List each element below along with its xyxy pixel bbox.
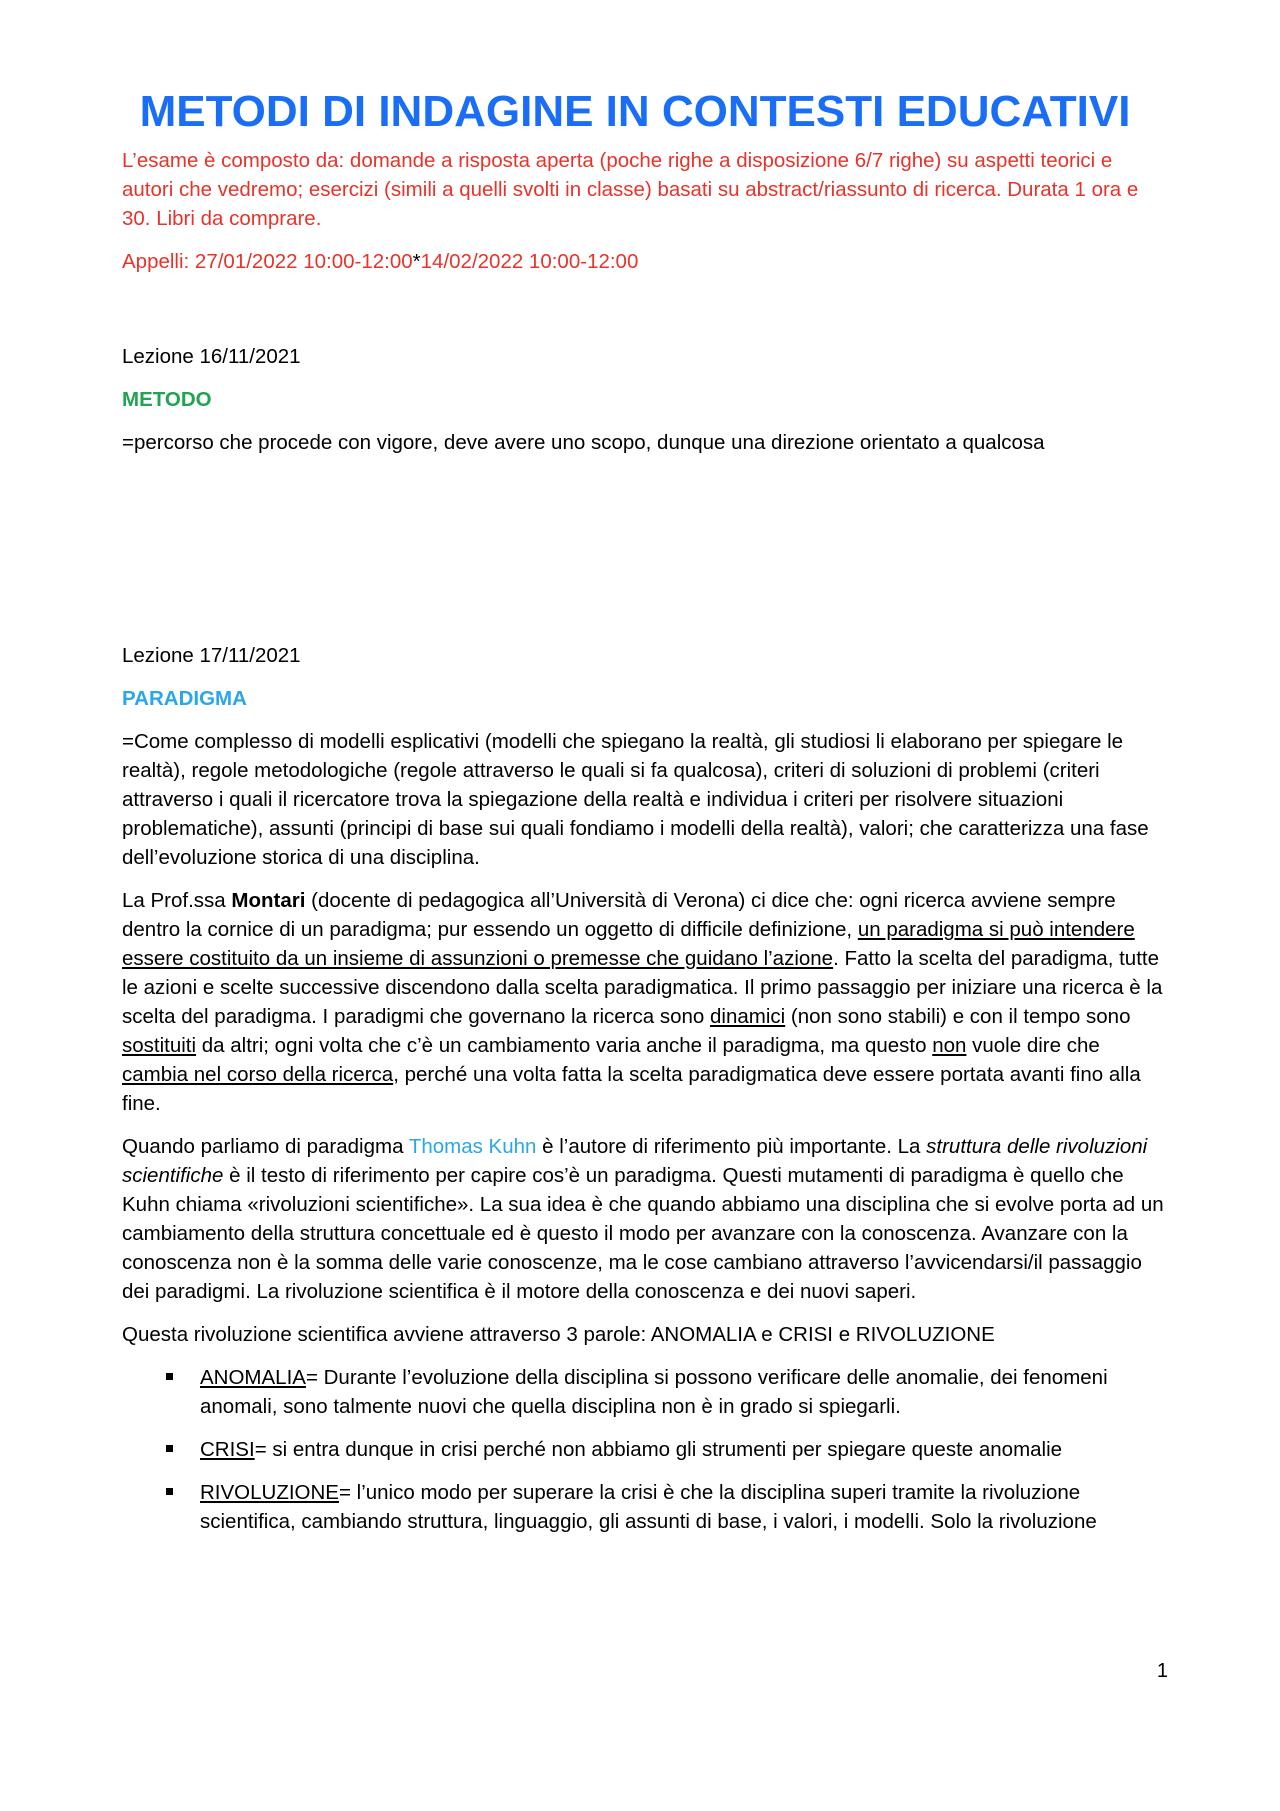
- document-title: METODI DI INDAGINE IN CONTESTI EDUCATIVI: [139, 87, 1131, 136]
- exam-date-separator: *: [412, 250, 421, 273]
- metodo-definition: =percorso che procede con vigore, deve avere uno scopo, dunque una direzione orientato a qualcosa: [122, 431, 1045, 454]
- bullet-text: = si entra dunque in crisi perché non abbiamo gli strumenti per spiegare queste anomalie: [254, 1438, 1063, 1461]
- lesson-date: Lezione 16/11/2021: [122, 345, 301, 368]
- exam-dates: [122, 247, 1168, 276]
- underlined-text: non: [932, 1034, 967, 1057]
- list-item: [122, 1478, 1168, 1536]
- page-number: 1: [1156, 1660, 1168, 1682]
- underlined-text: dinamici: [710, 1005, 786, 1028]
- text-run: La Prof.ssa: [122, 889, 232, 912]
- bullet-term: ANOMALIA: [200, 1366, 306, 1389]
- text-run: (docente di pedagogica all’Università di Verona) ci dice che: ogni ricerca avviene sempre dentro la cornice di un paradigma; pur essendo un oggetto di difficile definizione,: [122, 889, 1116, 941]
- text-run: Quando parliamo di paradigma: [122, 1135, 409, 1158]
- three-words-intro: Questa rivoluzione scientifica avviene attraverso 3 parole: ANOMALIA e CRISI e RIVOLUZIONE: [122, 1323, 995, 1346]
- author-name-montari: Montari: [231, 889, 306, 912]
- blank-space: [122, 290, 1168, 342]
- text-run: è il testo di riferimento per capire cos’è un paradigma. Questi mutamenti di paradigma è quello che Kuhn chiama «rivoluzioni scientifiche». La sua idea è che quando abbiamo una disciplina che si evolve porta ad un cambiamento della struttura concettuale ed è questo il modo per avanzare con la conoscenza. Avanzare con la conoscenza non è la somma delle varie conoscenze, ma le cose cambiano attraverso l’avvicendarsi/il passaggio dei paradigmi. La rivoluzione scientifica è il motore della conoscenza e dei nuovi saperi.: [122, 1164, 1164, 1303]
- bullet-text: = l’unico modo per superare la crisi è che la disciplina superi tramite la rivoluzione scientifica, cambiando struttura, linguaggio, gli assunti di base, i valori, i modelli. Solo la rivoluzione: [200, 1481, 1097, 1533]
- text-run: vuole dire che: [966, 1034, 1100, 1057]
- section-heading-paradigma: PARADIGMA: [122, 687, 247, 710]
- blank-space: [122, 471, 1168, 641]
- section-heading-metodo: METODO: [122, 388, 212, 411]
- underlined-text: un paradigma si può intendere essere costituito da un insieme di assunzioni o premesse che guidano l’azione: [122, 918, 1135, 970]
- bullet-list: [122, 1363, 1168, 1536]
- book-title: struttura delle rivoluzioni scientifiche: [122, 1135, 1148, 1187]
- text-run: , perché una volta fatta la scelta paradigmatica deve essere portata avanti fino alla fine.: [122, 1063, 1141, 1115]
- exam-intro: L’esame è composto da: domande a risposta aperta (poche righe a disposizione 6/7 righe) su aspetti teorici e autori che vedremo; esercizi (simili a quelli svolti in classe) basati su abstract/riassunto di ricerca. Durata 1 ora e 30. Libri da comprare.: [122, 149, 1139, 230]
- bullet-square-icon: [166, 1373, 173, 1380]
- exam-date-first: Appelli: 27/01/2022 10:00-12:00: [122, 250, 413, 273]
- kuhn-paragraph: [122, 1132, 1168, 1306]
- underlined-text: sostituiti: [122, 1034, 197, 1057]
- text-run: è l’autore di riferimento più importante. La: [536, 1135, 927, 1158]
- bullet-text: = Durante l’evoluzione della disciplina si possono verificare delle anomalie, dei fenomeni anomali, sono talmente nuovi che quella disciplina non è in grado si spiegarli.: [200, 1366, 1108, 1418]
- bullet-square-icon: [166, 1488, 173, 1495]
- text-run: . Fatto la scelta del paradigma, tutte le azioni e scelte successive discendono dalla scelta paradigmatica. Il primo passaggio per iniziare una ricerca è la scelta del paradigma. I paradigmi che governano la ricerca sono: [122, 947, 1163, 1028]
- paradigma-definition: =Come complesso di modelli esplicativi (modelli che spiegano la realtà, gli studiosi li elaborano per spiegare le realtà), regole metodologiche (regole attraverso le quali si fa qualcosa), criteri di soluzioni di problemi (criteri attraverso i quali il ricercatore trova la spiegazione della realtà e individua i criteri per risolvere situazioni problematiche), assunti (principi di base sui quali fondiamo i modelli della realtà), valori; che caratterizza una fase dell’evoluzione storica di una disciplina.: [122, 730, 1149, 869]
- page-content: [122, 84, 1168, 1550]
- montari-paragraph: [122, 886, 1168, 1118]
- text-run: da altri; ogni volta che c’è un cambiamento varia anche il paradigma, ma questo: [196, 1034, 933, 1057]
- lesson-date: Lezione 17/11/2021: [122, 644, 301, 667]
- bullet-square-icon: [166, 1445, 173, 1452]
- exam-date-second: 14/02/2022 10:00-12:00: [420, 250, 639, 273]
- list-item: [122, 1435, 1168, 1464]
- list-item: [122, 1363, 1168, 1421]
- bullet-term: RIVOLUZIONE: [200, 1481, 339, 1504]
- author-name-kuhn: Thomas Kuhn: [408, 1135, 537, 1158]
- text-run: (non sono stabili) e con il tempo sono: [785, 1005, 1131, 1028]
- bullet-term: CRISI: [200, 1438, 255, 1461]
- underlined-text: cambia nel corso della ricerca: [122, 1063, 394, 1086]
